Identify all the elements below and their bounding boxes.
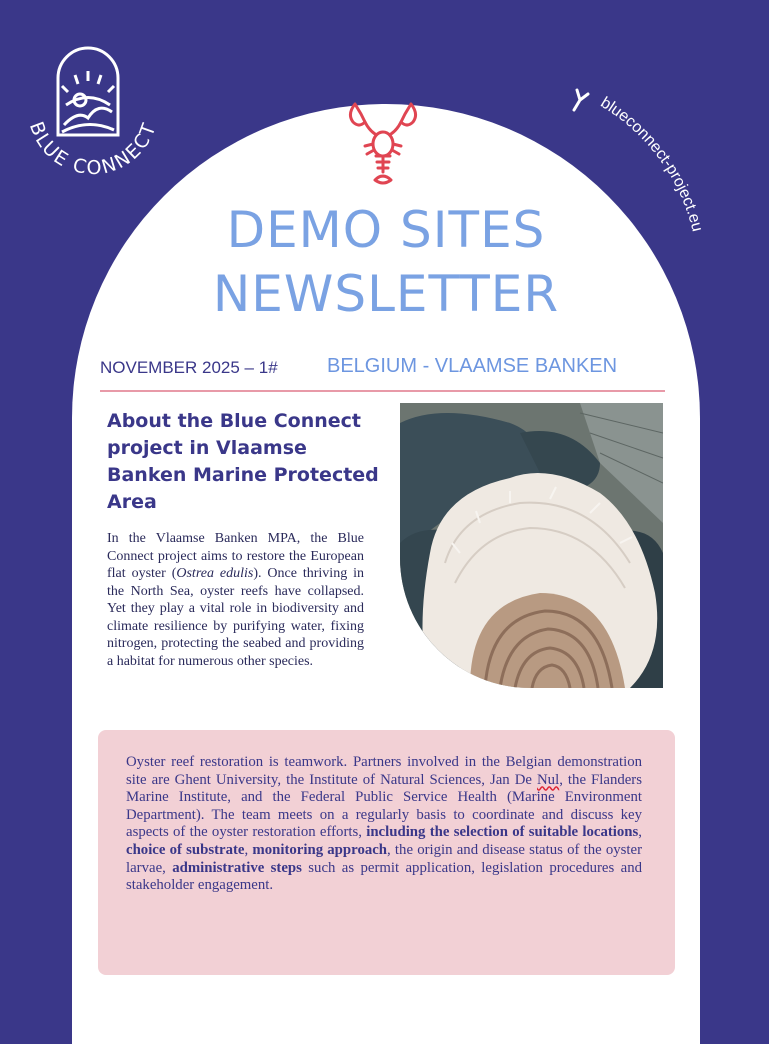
blue-connect-logo — [18, 30, 168, 180]
about-paragraph: In the Vlaamse Banken MPA, the Blue Connect project aims to restore the European flat oyster (Ostrea edulis). Once thriving in the North Sea, oyster reefs have collapsed. Yet they play a vital role in biodiversity and climate resilience by purifying water, fixing nitrogen, protecting the seabed and providing a habitat for numerous other species. — [107, 531, 364, 669]
issue-date: NOVEMBER 2025 – 1# — [100, 358, 278, 377]
bold-locations: including the selection of suitable locations — [366, 824, 639, 841]
y-branch-icon — [574, 90, 588, 110]
blue-connect-logo-icon — [18, 30, 168, 180]
partners-paragraph: Oyster reef restoration is teamwork. Partners involved in the Belgian demonstration site are Ghent University, the Institute of Natural Sciences, Jan De Nul, the Flanders Marine Institute, and the Federal Public Service Health (Marine Environment Department). The team meets on a regularly basis to coordinate and discuss key aspects of the oyster restoration efforts, including the selection of suitable locations, choice of substrate, monitoring approach, the origin and disease status of the oyster larvae, administrative steps such as permit application, legislation procedures and stakeholder engagement. — [126, 754, 643, 894]
oyster-photo — [400, 403, 663, 688]
site-name: BELGIUM - VLAAMSE BANKEN — [327, 355, 618, 377]
newsletter-title — [72, 198, 700, 326]
species-name: Ostrea edulis — [176, 566, 254, 581]
spellcheck-word: Nul — [537, 771, 560, 788]
bold-administrative: administrative steps — [172, 859, 302, 876]
title-line-2: NEWSLETTER — [212, 265, 560, 323]
bold-monitoring: monitoring approach — [252, 841, 388, 858]
lobster-icon — [343, 100, 423, 188]
title-line-1: DEMO SITES — [226, 201, 546, 259]
divider — [100, 390, 665, 392]
partners-box — [98, 730, 675, 975]
about-heading: About the Blue Connect project in Vlaamse Banken Marine Protected Area — [107, 410, 379, 513]
bold-substrate: choice of substrate — [126, 841, 245, 858]
website-url[interactable]: blueconnect-project.eu — [597, 94, 706, 234]
logo-text: BLUE CONNECT — [24, 118, 162, 180]
